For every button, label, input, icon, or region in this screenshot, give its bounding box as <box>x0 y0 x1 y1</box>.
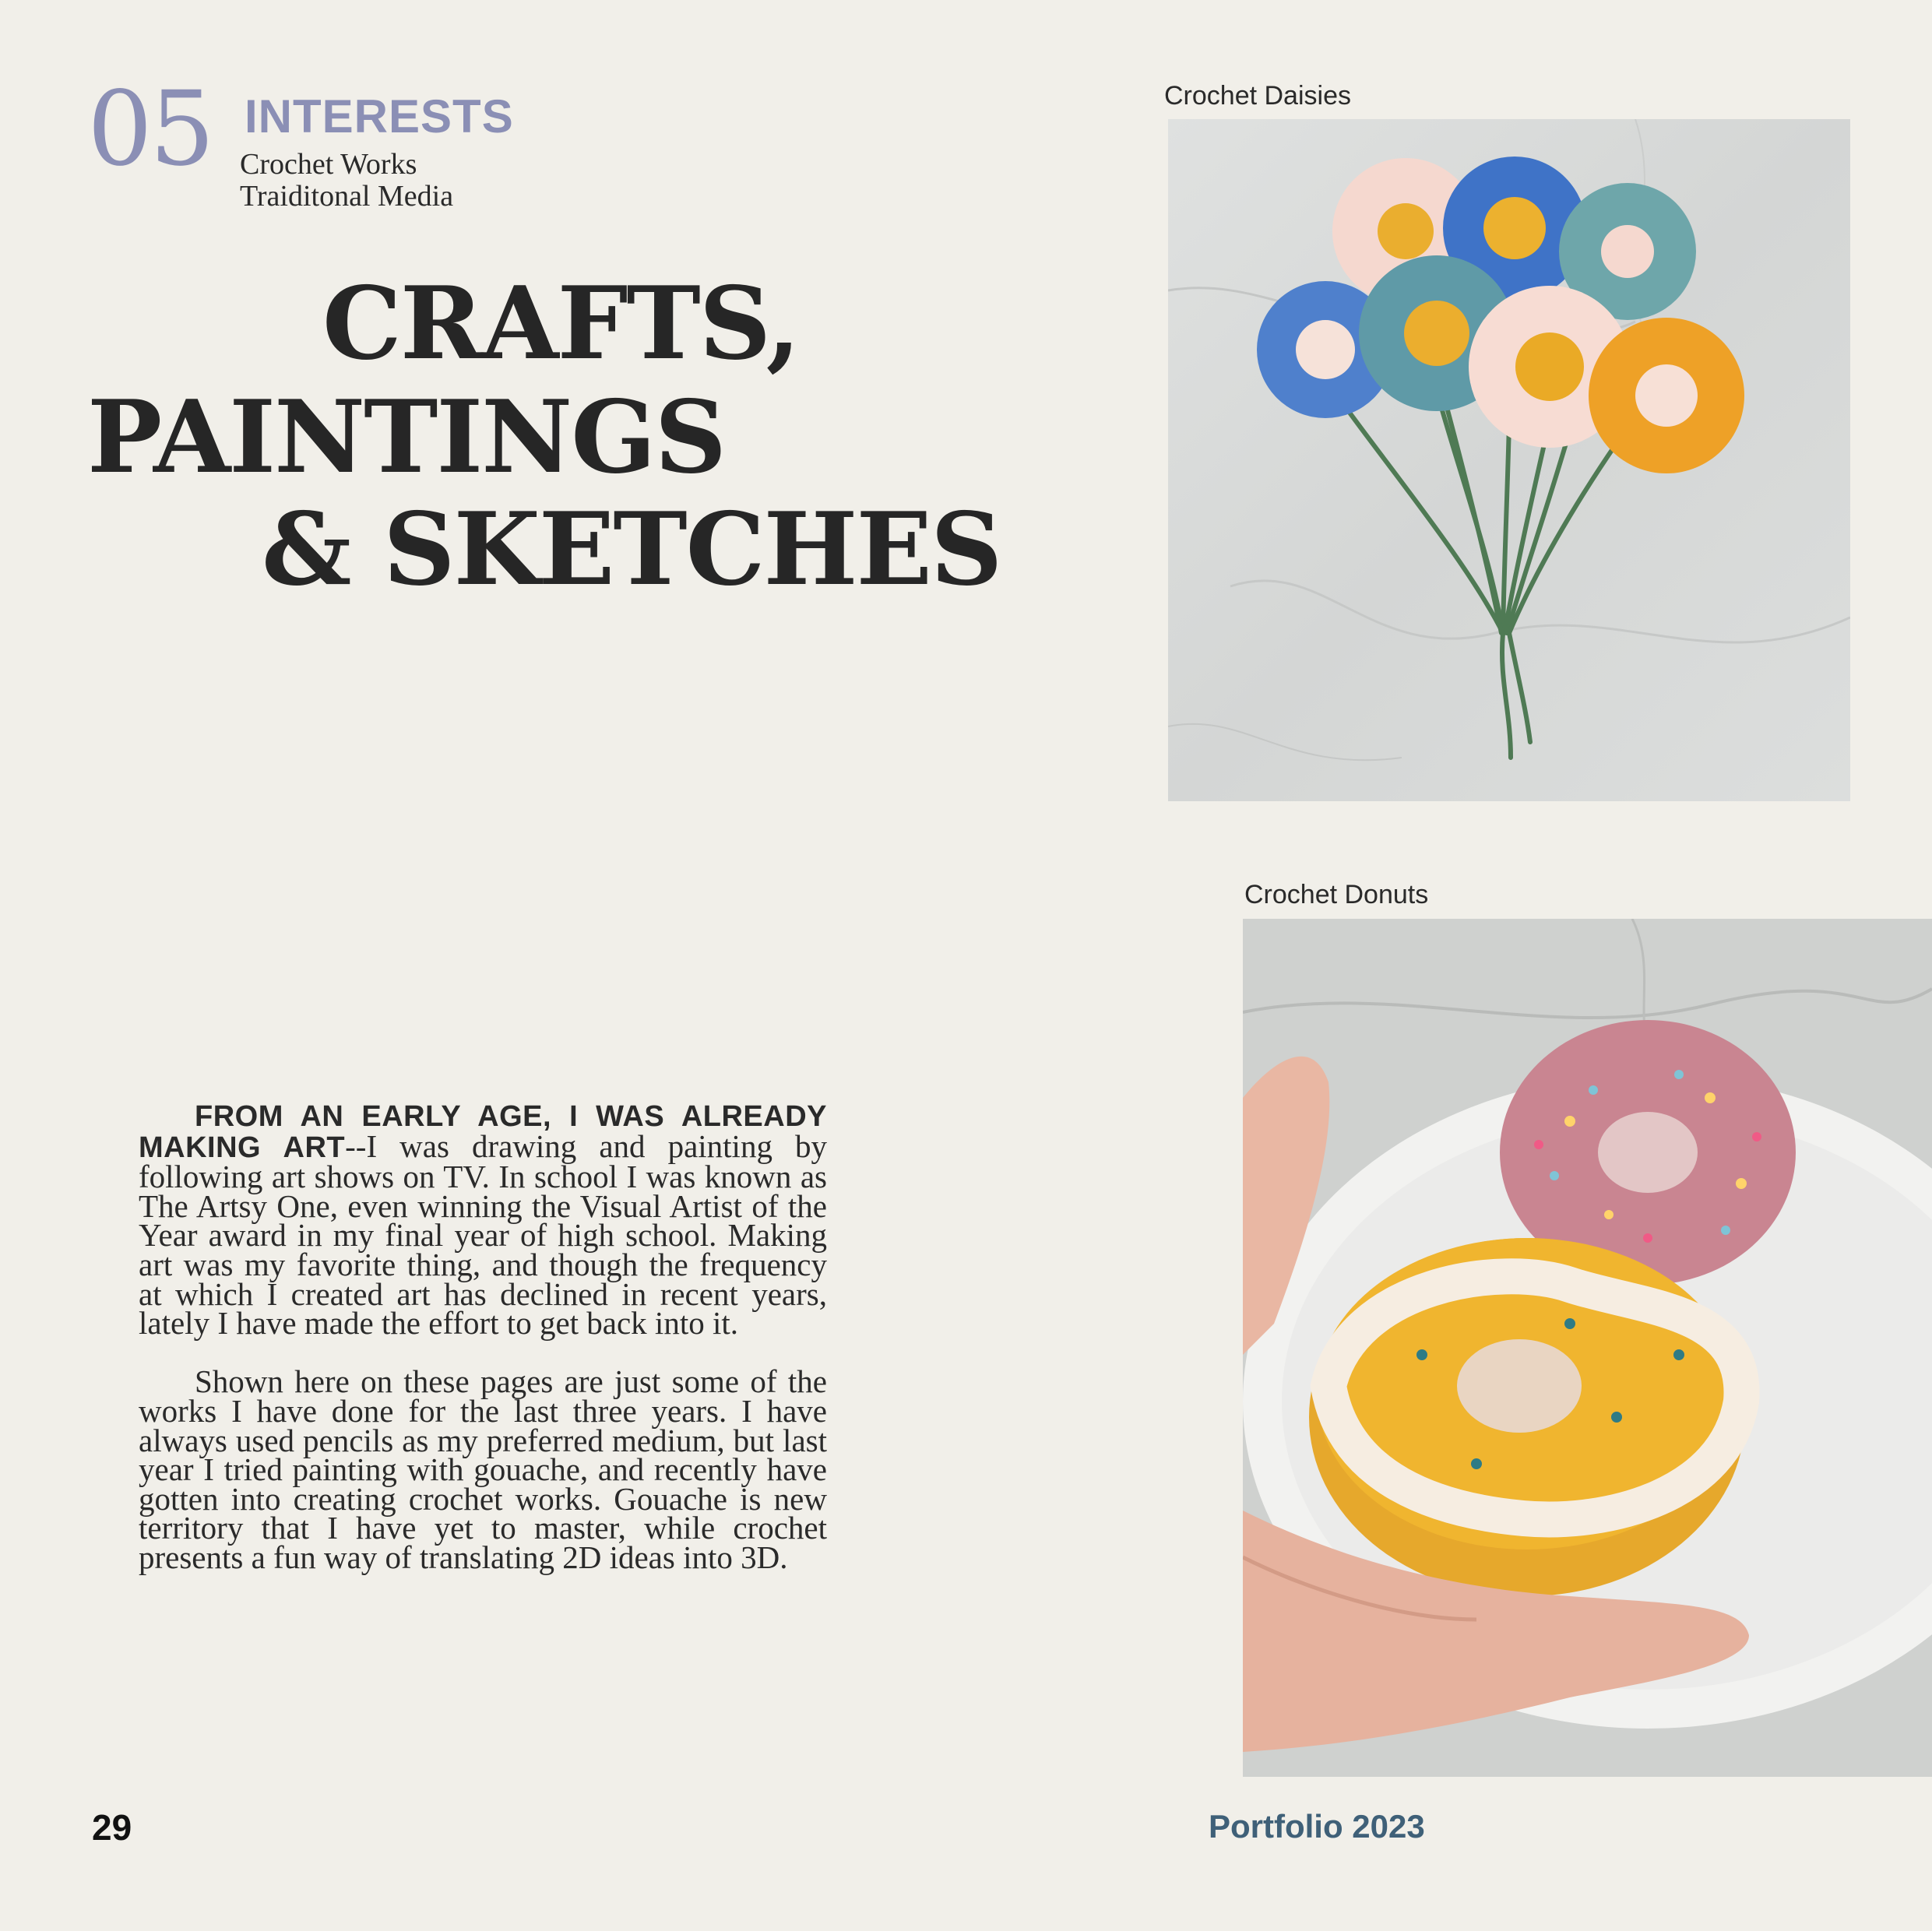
page-number: 29 <box>92 1807 132 1848</box>
heading-line-2: PAINTINGS <box>87 379 725 496</box>
portfolio-label: Portfolio 2023 <box>1209 1808 1425 1845</box>
heading-line-3: & SKETCHES <box>262 491 1001 608</box>
donuts-caption: Crochet Donuts <box>1244 880 1429 909</box>
section-subtitles <box>240 149 453 213</box>
subtitle-traditional-media: Traiditonal Media <box>240 180 454 213</box>
body-paragraph-1 <box>139 1100 827 1342</box>
donuts-photo <box>1243 919 1932 1777</box>
section-number: 05 <box>87 69 212 189</box>
heading-line-1: CRAFTS, <box>322 266 800 382</box>
lead-in: FROM AN EARLY AGE, I WAS ALREADY MAKING ART <box>139 1100 827 1164</box>
daisies-caption: Crochet Daisies <box>1164 81 1351 111</box>
daisies-photo <box>1168 119 1850 801</box>
subtitle-crochet-works: Crochet Works <box>240 148 417 181</box>
body-text <box>139 1101 827 1573</box>
section-title: INTERESTS <box>245 90 514 142</box>
body-paragraph-2: Shown here on these pages are just some of the works I have done for the last three years. I have always used pencils as my preferred medium, but last year I tried painting with gouache, and recently have gotten into creating crochet works. Gouache is new territory that I have yet to master, while crochet presents a fun way of translating 2D ideas into 3D. <box>139 1363 827 1575</box>
paragraph-1-text: --I was drawing and painting by following art shows on TV. In school I was known as The Artsy One, even winning the Visual Artist of the Year award in my final year of high school. Making art was my favorite thing, and though the frequency at which I created art has declined in recent years, lately I have made the effort to get back into it. <box>139 1127 827 1342</box>
